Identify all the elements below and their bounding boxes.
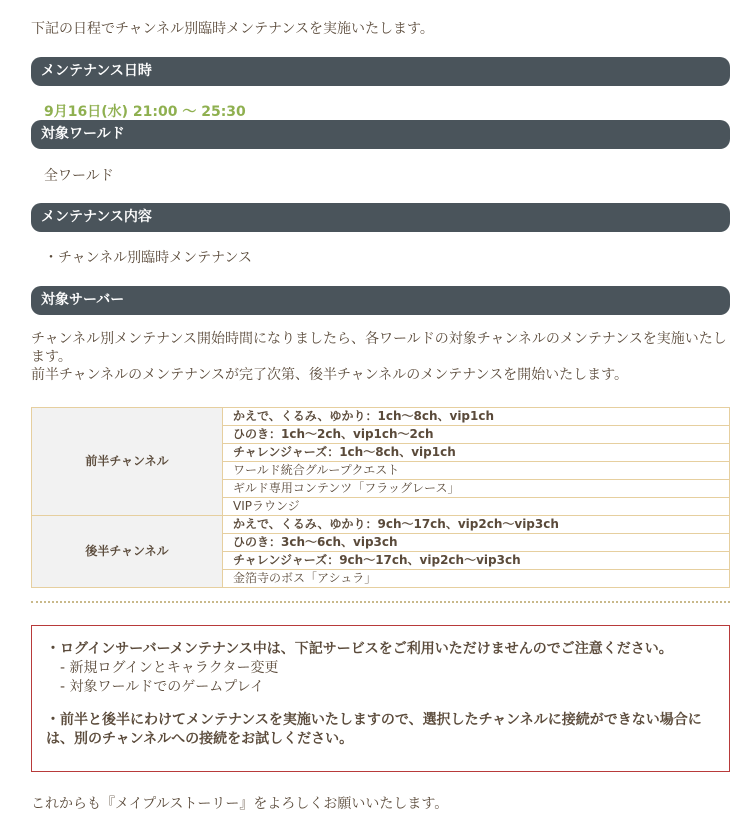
maintenance-content-text: ・チャンネル別臨時メンテナンス xyxy=(44,250,253,266)
second-half-label: 後半チャンネル xyxy=(32,516,223,588)
table-cell: ひのき：3ch〜6ch、vip3ch xyxy=(223,534,730,552)
closing-text: これからも『メイプルストーリー』をよろしくお願いいたします。 xyxy=(31,796,449,812)
table-cell: ギルド専用コンテンツ「フラッグレース」 xyxy=(223,480,730,498)
notice-box xyxy=(31,625,730,772)
dotted-divider xyxy=(31,601,730,603)
server-description-line-2: 前半チャンネルのメンテナンスが完了次第、後半チャンネルのメンテナンスを開始いたします。 xyxy=(31,367,628,383)
maintenance-datetime: 9月16日(水) 21:00 〜 25:30 xyxy=(44,104,246,120)
notice-line-2: ・前半と後半にわけてメンテナンスを実施いたしますので、選択したチャンネルに接続ができない場合には、別のチャンネルへの接続をお試しください。 xyxy=(46,712,702,747)
first-half-label: 前半チャンネル xyxy=(32,408,223,516)
table-cell: 金箔寺のボス「アシュラ」 xyxy=(223,570,730,588)
notice-line-1: ・ログインサーバーメンテナンス中は、下記サービスをご利用いただけませんのでご注意ください。 xyxy=(46,641,673,657)
channel-table xyxy=(31,407,730,588)
section-header-datetime: メンテナンス日時 xyxy=(31,57,730,86)
table-cell: かえで、くるみ、ゆかり：9ch〜17ch、vip2ch〜vip3ch xyxy=(223,516,730,534)
table-cell: VIPラウンジ xyxy=(223,498,730,516)
table-row xyxy=(32,408,730,426)
table-cell: チャレンジャーズ：1ch〜8ch、vip1ch xyxy=(223,444,730,462)
table-row xyxy=(32,516,730,534)
intro-text: 下記の日程でチャンネル別臨時メンテナンスを実施いたします。 xyxy=(31,21,434,37)
table-cell: ひのき：1ch〜2ch、vip1ch〜2ch xyxy=(223,426,730,444)
notice-sub-2: - 対象ワールドでのゲームプレイ xyxy=(60,679,264,695)
table-cell: チャレンジャーズ：9ch〜17ch、vip2ch〜vip3ch xyxy=(223,552,730,570)
server-description-line-1: チャンネル別メンテナンス開始時間になりましたら、各ワールドの対象チャンネルのメンテナンスを実施いたします。 xyxy=(31,331,727,365)
notice-sub-1: - 新規ログインとキャラクター変更 xyxy=(60,660,279,676)
section-header-content: メンテナンス内容 xyxy=(31,203,730,232)
server-description xyxy=(31,330,731,384)
table-cell: ワールド統合グループクエスト xyxy=(223,462,730,480)
target-world-text: 全ワールド xyxy=(44,168,114,184)
section-header-server: 対象サーバー xyxy=(31,286,730,315)
section-header-world: 対象ワールド xyxy=(31,120,730,149)
notice-spacer xyxy=(46,697,715,711)
table-cell: かえで、くるみ、ゆかり：1ch〜8ch、vip1ch xyxy=(223,408,730,426)
